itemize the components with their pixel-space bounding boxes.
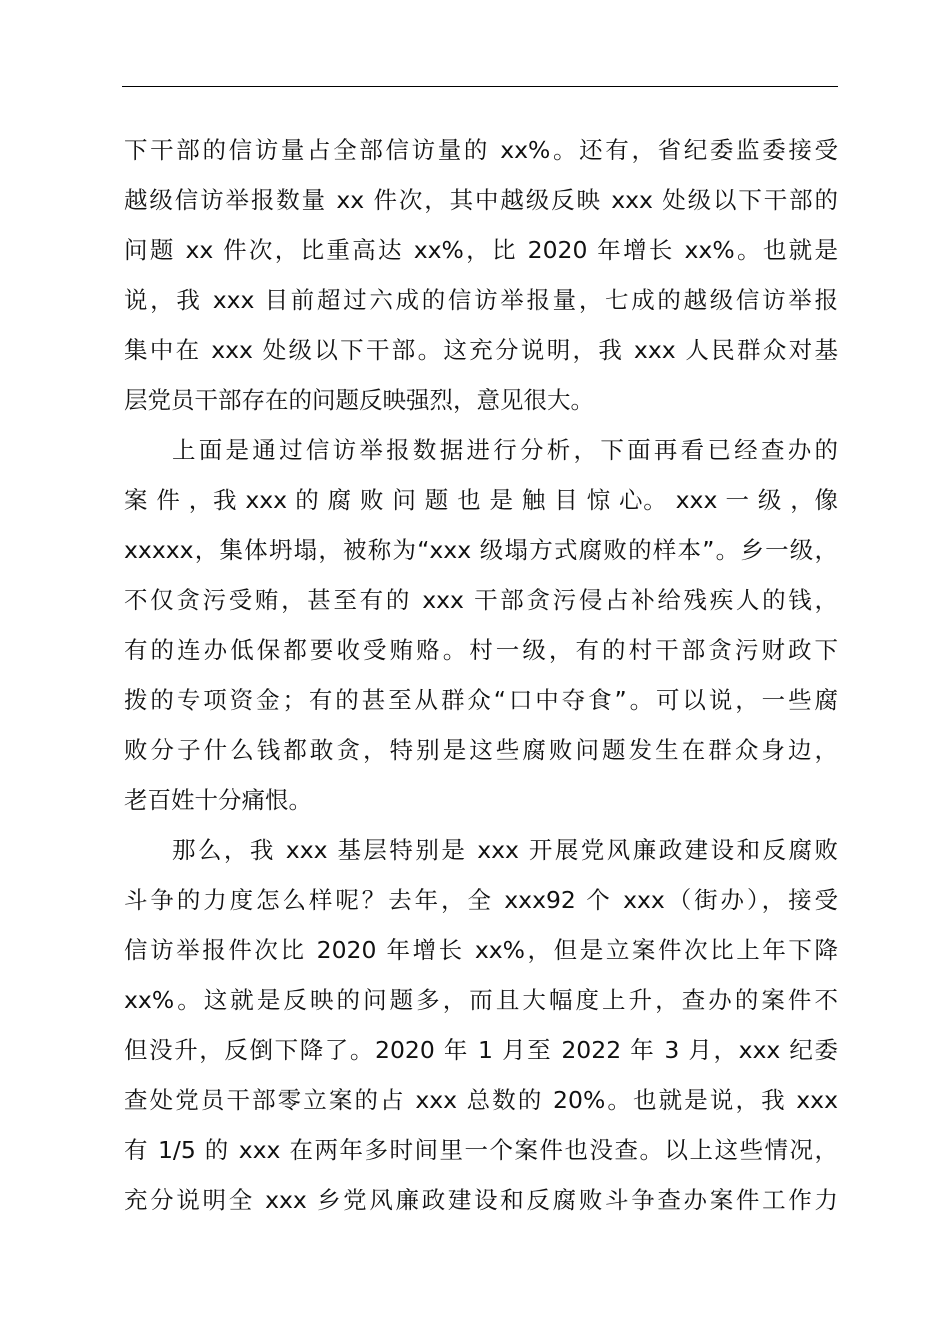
text-line: 下干部的信访量占全部信访量的 xx%。还有，省纪委监委接受 [124, 136, 838, 164]
paragraph-end-line: 老百姓十分痛恨。 [124, 786, 312, 814]
text-line: xx%。这就是反映的问题多，而且大幅度上升，查办的案件不 [124, 986, 838, 1014]
paragraph-first-line: 上面是通过信访举报数据进行分析，下面再看已经查办的 [172, 436, 838, 464]
paragraph-end-line: 层党员干部存在的问题反映强烈，意见很大。 [124, 386, 594, 414]
text-line: 有 1/5 的 xxx 在两年多时间里一个案件也没查。以上这些情况， [124, 1136, 838, 1164]
text-line: 但没升，反倒下降了。2020 年 1 月至 2022 年 3 月，xxx 纪委 [124, 1036, 838, 1064]
text-line: xxxxx，集体坍塌，被称为“xxx 级塌方式腐败的样本”。乡一级， [124, 536, 838, 564]
text-line: 败分子什么钱都敢贪，特别是这些腐败问题发生在群众身边， [124, 736, 838, 764]
text-line: 说，我 xxx 目前超过六成的信访举报量，七成的越级信访举报 [124, 286, 838, 314]
text-line: 集中在 xxx 处级以下干部。这充分说明，我 xxx 人民群众对基 [124, 336, 838, 364]
text-line: 斗争的力度怎么样呢？去年，全 xxx92 个 xxx（街办），接受 [124, 886, 838, 914]
text-line: 充分说明全 xxx 乡党风廉政建设和反腐败斗争查办案件工作力 [124, 1186, 838, 1214]
header-rule [122, 86, 838, 87]
text-line: 越级信访举报数量 xx 件次，其中越级反映 xxx 处级以下干部的 [124, 186, 838, 214]
text-line: 拨的专项资金；有的甚至从群众“口中夺食”。可以说，一些腐 [124, 686, 838, 714]
text-line: 信访举报件次比 2020 年增长 xx%，但是立案件次比上年下降 [124, 936, 838, 964]
text-line: 问题 xx 件次，比重高达 xx%，比 2020 年增长 xx%。也就是 [124, 236, 838, 264]
text-line: 案 件 ，我 xxx 的 腐 败 问 题 也 是 触 目 惊 心。 xxx 一 级 ，像 [124, 486, 838, 514]
body-text [124, 125, 838, 1225]
text-line: 查处党员干部零立案的占 xxx 总数的 20%。也就是说，我 xxx [124, 1086, 838, 1114]
text-line: 有的连办低保都要收受贿赂。村一级，有的村干部贪污财政下 [124, 636, 838, 664]
paragraph-first-line: 那么，我 xxx 基层特别是 xxx 开展党风廉政建设和反腐败 [172, 836, 838, 864]
text-line: 不仅贪污受贿，甚至有的 xxx 干部贪污侵占补给残疾人的钱， [124, 586, 838, 614]
